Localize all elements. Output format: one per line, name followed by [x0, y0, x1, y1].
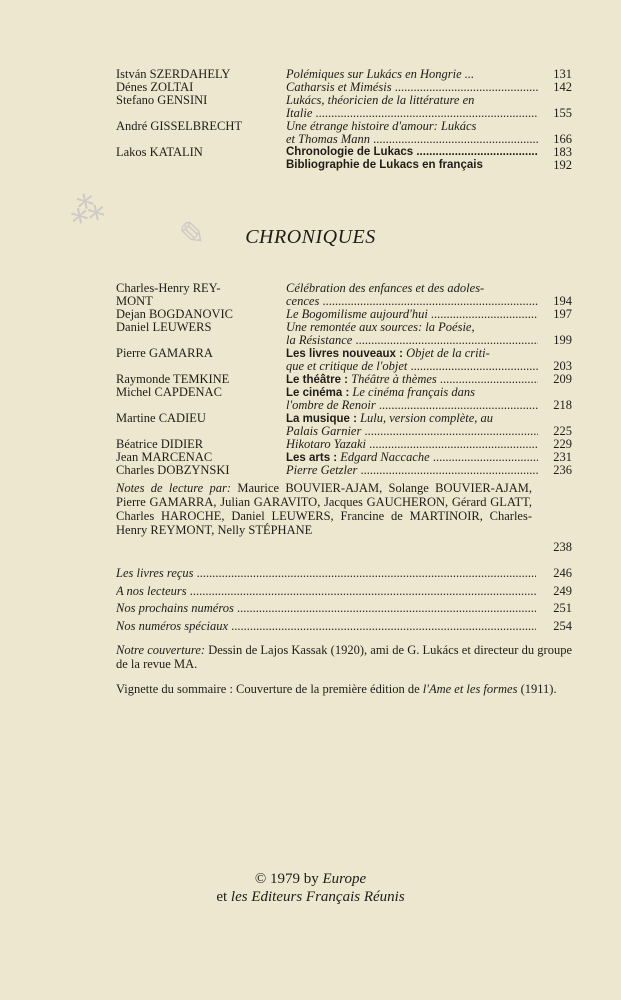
chronique-title-line: Le Bogomilisme aujourd'hui .....	[286, 308, 538, 321]
toc-author: Stefano GENSINI	[116, 93, 208, 107]
chronique-page: 218	[553, 398, 572, 412]
chronique-author-line: Dejan BOGDANOVIC	[116, 307, 233, 321]
toc-title: Bibliographie de Lukacs en français	[286, 159, 483, 171]
chronique-title-line: Une remontée aux sources: la Poésie,	[286, 320, 475, 334]
misc-page: 249	[553, 584, 572, 598]
misc-label: Nos prochains numéros .....	[116, 601, 536, 615]
chronique-title-line: Théâtre à thèmes .....	[348, 373, 538, 386]
chronique-rubric: Le cinéma :	[286, 387, 350, 399]
chronique-title-line: Le cinéma français dans	[349, 385, 475, 399]
notes-text: Maurice BOUVIER-AJAM, Solange BOUVIER-AJAM, Pierre GAMARRA, Julian GARAVITO, Jacques GAUCHERON, Gérard GLATT, Charles HAROCHE, Daniel LEUWERS, Francine de MARTINOIR, Charles-Henry REYMONT, Nelly STÉPHANE	[116, 481, 533, 537]
vignette-text: Vignette du sommaire : Couverture de la première édition de	[116, 682, 423, 696]
chronique-title-line: que et critique de l'objet .....	[286, 360, 538, 373]
copyright-publisher-2: les Editeurs Français Réunis	[230, 889, 405, 905]
toc-page: 131	[553, 67, 572, 81]
toc-author: István SZERDAHELY	[116, 67, 231, 81]
notes-page: 238	[553, 540, 572, 554]
chronique-title-line: Lulu, version complète, au	[356, 411, 494, 425]
chronique-author-line: Pierre GAMARRA	[116, 346, 213, 360]
misc-label: Les livres reçus .....	[116, 566, 536, 580]
toc-page: 192	[553, 158, 572, 172]
chronique-title-line: Edgard Naccache .....	[337, 451, 538, 464]
chronique-page: 225	[553, 424, 572, 438]
chronique-page: 203	[553, 359, 572, 373]
toc-title-line: et Thomas Mann .....	[286, 133, 538, 146]
toc-title: Chronologie de Lukacs .....	[286, 146, 538, 159]
toc-page: 183	[553, 145, 572, 159]
copyright-prefix-2: et	[216, 889, 231, 905]
toc-author: Dénes ZOLTAI	[116, 80, 194, 94]
misc-entry[interactable]	[116, 619, 536, 634]
chronique-title-line: Célébration des enfances et des adoles-	[286, 281, 485, 295]
copyright-line-1	[0, 870, 621, 889]
cover-label: Notre couverture:	[116, 643, 206, 657]
chronique-author-line: MONT	[116, 294, 153, 308]
misc-label: Nos numéros spéciaux .....	[116, 619, 536, 633]
chronique-page: 197	[553, 307, 572, 321]
chronique-page: 229	[553, 437, 572, 451]
chronique-author-line: Raymonde TEMKINE	[116, 372, 230, 386]
chronique-title-line: la Résistance .....	[286, 334, 538, 347]
copyright-publisher: Europe	[322, 871, 367, 887]
toc-page: 155	[553, 106, 572, 120]
chronique-rubric: Les arts :	[286, 452, 338, 464]
cover-note	[116, 643, 572, 671]
chronique-rubric: La musique :	[286, 413, 357, 425]
chronique-rubric: Les livres nouveaux :	[286, 348, 403, 360]
toc-author: André GISSELBRECHT	[116, 119, 243, 133]
chronique-page: 231	[553, 450, 572, 464]
misc-entry[interactable]	[116, 601, 536, 616]
stamp-mark: ✎	[172, 214, 207, 257]
chronique-rubric: Le théâtre :	[286, 374, 348, 386]
chronique-title-line: Hikotaro Yazaki .....	[286, 438, 538, 451]
toc-title: Polémiques sur Lukács en Hongrie ...	[286, 67, 475, 81]
misc-entry[interactable]	[116, 566, 536, 581]
toc-author: Lakos KATALIN	[116, 145, 203, 159]
notes-de-lecture	[116, 481, 572, 537]
chronique-title-line: cences .....	[286, 295, 538, 308]
chronique-author-line: Michel CAPDENAC	[116, 385, 222, 399]
copyright-line-2	[0, 888, 621, 907]
misc-entry[interactable]	[116, 584, 536, 599]
chronique-page: 199	[553, 333, 572, 347]
misc-page: 254	[553, 619, 572, 633]
toc-title: Catharsis et Mimésis .....	[286, 81, 538, 94]
section-title: CHRONIQUES	[245, 226, 376, 248]
chronique-title-line: l'ombre de Renoir .....	[286, 399, 538, 412]
copyright-prefix: © 1979 by	[254, 871, 323, 887]
toc-title-line: Lukács, théoricien de la littérature en	[286, 93, 475, 107]
chronique-page: 209	[553, 372, 572, 386]
chronique-author-line: Jean MARCENAC	[116, 450, 213, 464]
toc-page: 166	[553, 132, 572, 146]
chronique-page: 236	[553, 463, 572, 477]
toc-title-line: Italie .....	[286, 107, 538, 120]
chronique-author-line: Béatrice DIDIER	[116, 437, 204, 451]
chronique-page: 194	[553, 294, 572, 308]
misc-label: A nos lecteurs .....	[116, 584, 536, 598]
vignette-tail: (1911).	[517, 682, 557, 696]
toc-page: 142	[553, 80, 572, 94]
chronique-author-line: Daniel LEUWERS	[116, 320, 212, 334]
vignette-title: l'Ame et les formes	[422, 682, 518, 696]
stamp-mark: ⁂	[66, 188, 108, 233]
chronique-title-line: Objet de la criti-	[402, 346, 490, 360]
misc-page: 246	[553, 566, 572, 580]
chronique-title-line: Pierre Getzler .....	[286, 464, 538, 477]
misc-page: 251	[553, 601, 572, 615]
vignette-note	[116, 682, 572, 696]
toc-title-line: Une étrange histoire d'amour: Lukács	[286, 119, 477, 133]
notes-label: Notes de lecture par:	[116, 481, 232, 495]
chronique-author-line: Martine CADIEU	[116, 411, 206, 425]
chronique-title-line: Palais Garnier .....	[286, 425, 538, 438]
cover-text: Dessin de Lajos Kassak (1920), ami de G. Lukács et directeur du groupe de la revue MA.	[116, 643, 572, 671]
chronique-author-line: Charles-Henry REY-	[116, 281, 221, 295]
chronique-author-line: Charles DOBZYNSKI	[116, 463, 230, 477]
